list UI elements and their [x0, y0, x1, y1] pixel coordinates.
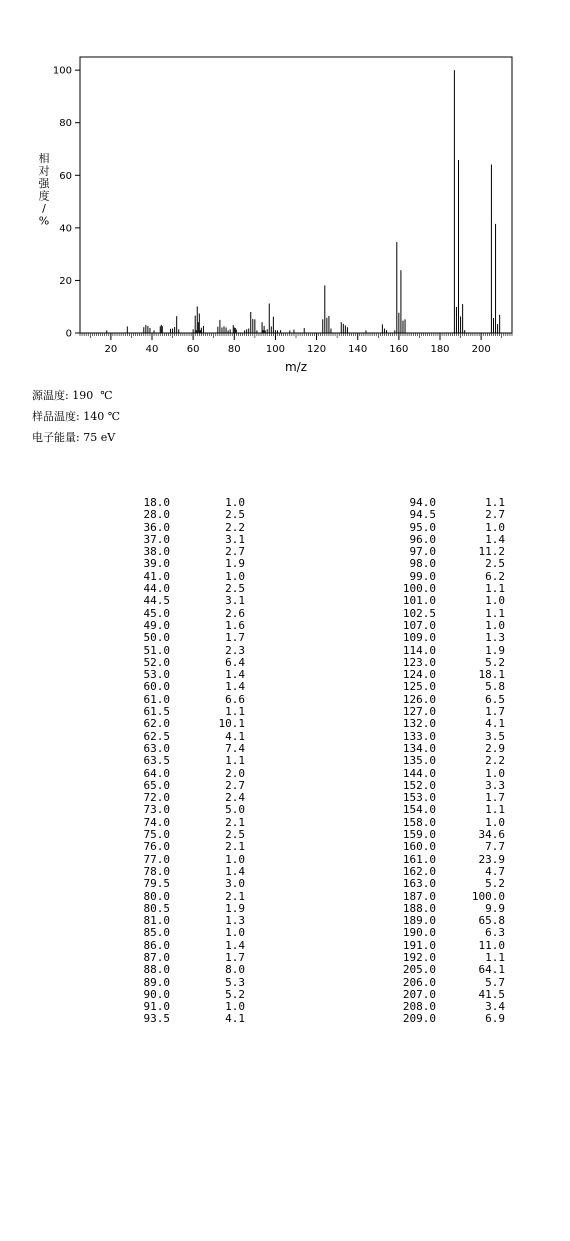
table-row	[60, 938, 245, 952]
table-row	[60, 963, 245, 977]
table-row	[60, 545, 245, 559]
mz-value: 163.0	[402, 877, 436, 891]
mz-value: 86.0	[143, 938, 170, 952]
intensity-value: 7.4	[225, 741, 245, 755]
intensity-value: 1.7	[225, 950, 245, 964]
mz-value: 65.0	[143, 778, 170, 792]
intensity-value: 1.1	[485, 496, 505, 509]
mz-value: 87.0	[143, 950, 170, 964]
mz-value: 89.0	[143, 975, 170, 989]
mz-value: 127.0	[402, 705, 436, 719]
table-row	[380, 768, 540, 780]
table-row	[380, 878, 540, 890]
y-axis-label-char: /	[42, 202, 46, 215]
mz-value: 153.0	[402, 791, 436, 805]
intensity-value: 4.1	[225, 1012, 245, 1026]
mz-value: 36.0	[143, 520, 170, 534]
mz-value: 49.0	[143, 618, 170, 632]
x-axis-label: m/z	[284, 360, 308, 374]
mz-value: 191.0	[402, 938, 436, 952]
intensity-value: 6.5	[485, 692, 505, 706]
mz-value: 133.0	[402, 729, 436, 743]
minor-ticks	[80, 333, 512, 338]
mz-value: 45.0	[143, 606, 170, 620]
table-row	[60, 926, 245, 940]
table-row	[60, 569, 245, 583]
intensity-value: 3.5	[485, 729, 505, 743]
intensity-value: 6.9	[485, 1012, 505, 1026]
x-tick-label: 180	[430, 344, 450, 355]
table-row	[60, 877, 245, 891]
intensity-value: 4.7	[485, 864, 505, 878]
table-row	[60, 643, 245, 657]
mz-value: 132.0	[402, 717, 436, 731]
intensity-value: 1.1	[225, 705, 245, 719]
table-row	[60, 791, 245, 805]
intensity-value: 2.2	[225, 520, 245, 534]
mz-value: 96.0	[409, 532, 436, 546]
intensity-value: 1.7	[485, 705, 505, 719]
intensity-value: 3.0	[225, 877, 245, 891]
mz-value: 109.0	[402, 631, 436, 645]
mz-value: 154.0	[402, 803, 436, 817]
intensity-value: 2.3	[225, 643, 245, 657]
mz-value: 206.0	[402, 975, 436, 989]
intensity-value: 64.1	[478, 963, 505, 977]
intensity-value: 2.9	[485, 741, 505, 755]
mz-value: 162.0	[402, 864, 436, 878]
mz-value: 76.0	[143, 840, 170, 854]
intensity-value: 1.9	[225, 901, 245, 915]
mz-value: 190.0	[402, 926, 436, 940]
intensity-value: 5.2	[485, 655, 505, 669]
mz-value: 98.0	[409, 557, 436, 571]
mass-spectrum-chart	[0, 0, 570, 380]
table-row	[60, 496, 245, 509]
table-row	[60, 778, 245, 792]
intensity-value: 1.4	[225, 680, 245, 694]
table-row	[380, 546, 540, 558]
table-row	[60, 987, 245, 1001]
mz-value: 99.0	[409, 569, 436, 583]
mz-value: 77.0	[143, 852, 170, 866]
intensity-value: 6.6	[225, 692, 245, 706]
mz-value: 158.0	[402, 815, 436, 829]
table-row	[60, 618, 245, 632]
intensity-value: 2.1	[225, 815, 245, 829]
mz-value: 61.5	[143, 705, 170, 719]
mz-value: 51.0	[143, 643, 170, 657]
intensity-value: 1.7	[485, 791, 505, 805]
table-row	[380, 558, 540, 570]
mz-value: 208.0	[402, 1000, 436, 1014]
table-row	[60, 950, 245, 964]
table-row	[60, 914, 245, 928]
mz-value: 28.0	[143, 508, 170, 522]
intensity-value: 6.4	[225, 655, 245, 669]
mz-value: 160.0	[402, 840, 436, 854]
intensity-value: 2.0	[225, 766, 245, 780]
intensity-value: 6.3	[485, 926, 505, 940]
intensity-value: 1.1	[485, 950, 505, 964]
intensity-value: 2.1	[225, 840, 245, 854]
mz-value: 126.0	[402, 692, 436, 706]
y-axis-label-char: 度	[38, 189, 50, 203]
intensity-value: 8.0	[225, 963, 245, 977]
intensity-value: 1.0	[225, 852, 245, 866]
table-row	[380, 534, 540, 546]
mz-value: 101.0	[402, 594, 436, 608]
table-row	[60, 864, 245, 878]
intensity-value: 65.8	[478, 914, 505, 928]
mz-value: 94.0	[409, 496, 436, 509]
mz-value: 53.0	[143, 668, 170, 682]
intensity-value: 5.2	[225, 987, 245, 1001]
mz-value: 80.5	[143, 901, 170, 915]
mz-value: 95.0	[409, 520, 436, 534]
source-temperature: 源温度: 190 ℃	[32, 389, 113, 402]
mz-value: 124.0	[402, 668, 436, 682]
intensity-value: 1.0	[485, 594, 505, 608]
intensity-value: 34.6	[478, 828, 505, 842]
table-row	[60, 631, 245, 645]
y-tick-label: 40	[59, 223, 72, 235]
intensity-value: 10.1	[218, 717, 245, 731]
mz-value: 74.0	[143, 815, 170, 829]
intensity-value: 2.5	[225, 828, 245, 842]
table-row	[380, 595, 540, 607]
mz-value: 18.0	[143, 496, 170, 509]
mz-value: 91.0	[143, 1000, 170, 1014]
table-row	[380, 522, 540, 534]
table-row	[380, 645, 540, 657]
intensity-value: 1.0	[485, 815, 505, 829]
mz-value: 144.0	[402, 766, 436, 780]
y-axis-label-char: %	[38, 214, 50, 228]
intensity-value: 2.1	[225, 889, 245, 903]
intensity-value: 1.4	[485, 532, 505, 546]
table-row	[380, 681, 540, 693]
intensity-value: 3.1	[225, 594, 245, 608]
intensity-value: 1.0	[225, 1000, 245, 1014]
intensity-value: 3.4	[485, 1000, 505, 1014]
intensity-value: 2.5	[225, 508, 245, 522]
table-row	[60, 729, 245, 743]
intensity-value: 2.7	[485, 508, 505, 522]
mz-value: 125.0	[402, 680, 436, 694]
peak-bars	[107, 70, 500, 333]
x-tick-label: 20	[104, 344, 118, 355]
mz-value: 44.0	[143, 582, 170, 596]
intensity-value: 5.0	[225, 803, 245, 817]
mz-value: 97.0	[409, 545, 436, 559]
mz-value: 50.0	[143, 631, 170, 645]
mz-value: 189.0	[402, 914, 436, 928]
table-row	[380, 964, 540, 976]
table-row	[60, 741, 245, 755]
intensity-value: 2.5	[225, 582, 245, 596]
mz-value: 61.0	[143, 692, 170, 706]
intensity-value: 5.2	[485, 877, 505, 891]
intensity-value: 3.1	[225, 532, 245, 546]
mz-value: 39.0	[143, 557, 170, 571]
table-row	[60, 606, 245, 620]
intensity-value: 2.7	[225, 778, 245, 792]
intensity-value: 5.7	[485, 975, 505, 989]
x-tick-label: 60	[186, 344, 200, 355]
intensity-value: 5.3	[225, 975, 245, 989]
mz-value: 41.0	[143, 569, 170, 583]
x-tick-label: 100	[265, 344, 285, 355]
intensity-value: 100.0	[471, 889, 505, 903]
intensity-value: 1.1	[485, 582, 505, 596]
intensity-value: 11.2	[478, 545, 505, 559]
table-row	[60, 520, 245, 534]
intensity-value: 1.1	[485, 803, 505, 817]
intensity-value: 1.1	[225, 754, 245, 768]
intensity-value: 2.6	[225, 606, 245, 620]
mz-value: 85.0	[143, 926, 170, 940]
intensity-value: 6.2	[485, 569, 505, 583]
mz-value: 161.0	[402, 852, 436, 866]
table-row	[60, 852, 245, 866]
mz-value: 90.0	[143, 987, 170, 1001]
intensity-value: 1.9	[485, 643, 505, 657]
table-row	[380, 1013, 540, 1025]
intensity-value: 5.8	[485, 680, 505, 694]
table-row	[60, 766, 245, 780]
mz-value: 102.5	[402, 606, 436, 620]
mz-value: 93.5	[143, 1012, 170, 1026]
intensity-value: 41.5	[478, 987, 505, 1001]
mz-value: 81.0	[143, 914, 170, 928]
mz-value: 135.0	[402, 754, 436, 768]
table-row	[380, 497, 540, 509]
table-row	[380, 891, 540, 903]
table-row	[60, 901, 245, 915]
table-row	[380, 804, 540, 816]
mz-value: 78.0	[143, 864, 170, 878]
intensity-value: 1.0	[225, 569, 245, 583]
table-row	[60, 889, 245, 903]
intensity-value: 4.1	[485, 717, 505, 731]
table-row	[60, 828, 245, 842]
mz-value: 38.0	[143, 545, 170, 559]
intensity-value: 2.5	[485, 557, 505, 571]
intensity-value: 1.1	[485, 606, 505, 620]
table-row	[60, 532, 245, 546]
intensity-value: 2.4	[225, 791, 245, 805]
table-row	[60, 815, 245, 829]
mz-value: 37.0	[143, 532, 170, 546]
mz-value: 75.0	[143, 828, 170, 842]
table-row	[60, 680, 245, 694]
table-row	[60, 803, 245, 817]
mz-value: 107.0	[402, 618, 436, 632]
y-tick-label: 80	[59, 118, 72, 130]
table-row	[60, 975, 245, 989]
intensity-value: 1.3	[485, 631, 505, 645]
table-row	[60, 655, 245, 669]
mz-value: 88.0	[143, 963, 170, 977]
table-row	[60, 557, 245, 571]
mz-value: 209.0	[402, 1012, 436, 1026]
intensity-value: 1.4	[225, 668, 245, 682]
intensity-value: 2.7	[225, 545, 245, 559]
intensity-value: 1.6	[225, 618, 245, 632]
intensity-value: 4.1	[225, 729, 245, 743]
table-row	[60, 692, 245, 706]
x-tick-label: 40	[145, 344, 159, 355]
mz-value: 80.0	[143, 889, 170, 903]
intensity-value: 1.3	[225, 914, 245, 928]
x-tick-label: 120	[307, 344, 327, 355]
table-row	[60, 508, 245, 522]
x-tick-label: 80	[227, 344, 241, 355]
intensity-value: 1.0	[225, 926, 245, 940]
y-tick-label: 100	[52, 65, 72, 77]
y-axis-label-char: 相	[38, 152, 50, 165]
intensity-value: 7.7	[485, 840, 505, 854]
mz-value: 62.5	[143, 729, 170, 743]
mz-value: 152.0	[402, 778, 436, 792]
mz-value: 52.0	[143, 655, 170, 669]
mz-value: 188.0	[402, 901, 436, 915]
x-tick-label: 200	[471, 344, 491, 355]
electron-energy: 电子能量: 75 eV	[32, 431, 116, 444]
table-row	[60, 840, 245, 854]
y-tick-label: 0	[65, 328, 72, 340]
mz-value: 187.0	[402, 889, 436, 903]
mz-value: 134.0	[402, 741, 436, 755]
peak-table-left	[60, 496, 245, 1026]
intensity-value: 1.0	[485, 520, 505, 534]
mz-value: 72.0	[143, 791, 170, 805]
y-tick-label: 60	[59, 170, 72, 182]
intensity-value: 9.9	[485, 901, 505, 915]
table-row	[380, 718, 540, 730]
x-axis-ticks	[104, 333, 490, 355]
mz-value: 114.0	[402, 643, 436, 657]
x-tick-label: 140	[348, 344, 368, 355]
plot-frame	[80, 57, 512, 333]
intensity-value: 1.9	[225, 557, 245, 571]
table-row	[60, 717, 245, 731]
y-axis-ticks	[53, 66, 80, 340]
mz-value: 63.5	[143, 754, 170, 768]
table-row	[60, 582, 245, 596]
y-axis-label-char: 对	[38, 164, 50, 178]
mz-value: 100.0	[402, 582, 436, 596]
mz-value: 60.0	[143, 680, 170, 694]
table-row	[380, 927, 540, 939]
table-row	[380, 632, 540, 644]
intensity-value: 18.1	[478, 668, 505, 682]
intensity-value: 23.9	[478, 852, 505, 866]
intensity-value: 11.0	[478, 938, 505, 952]
mz-value: 63.0	[143, 741, 170, 755]
table-row	[60, 705, 245, 719]
y-tick-label: 20	[59, 275, 72, 287]
y-axis-label	[39, 151, 51, 228]
mz-value: 205.0	[402, 963, 436, 977]
mz-value: 73.0	[143, 803, 170, 817]
table-row	[60, 1000, 245, 1014]
mz-value: 207.0	[402, 987, 436, 1001]
mz-value: 64.0	[143, 766, 170, 780]
x-tick-label: 160	[389, 344, 409, 355]
mz-value: 44.5	[143, 594, 170, 608]
mz-value: 62.0	[143, 717, 170, 731]
mz-value: 94.5	[409, 508, 436, 522]
intensity-value: 1.0	[485, 618, 505, 632]
table-row	[60, 754, 245, 768]
intensity-value: 2.2	[485, 754, 505, 768]
table-row	[380, 509, 540, 521]
y-axis-label-char: 强	[38, 177, 50, 190]
mz-value: 192.0	[402, 950, 436, 964]
intensity-value: 1.0	[485, 766, 505, 780]
table-row	[60, 668, 245, 682]
peak-table-right	[380, 497, 540, 1026]
table-row	[60, 594, 245, 608]
table-row	[380, 755, 540, 767]
mz-value: 159.0	[402, 828, 436, 842]
sample-temperature: 样品温度: 140 ℃	[32, 410, 120, 423]
intensity-value: 1.4	[225, 938, 245, 952]
mz-value: 123.0	[402, 655, 436, 669]
intensity-value: 1.4	[225, 864, 245, 878]
intensity-value: 1.0	[225, 496, 245, 509]
intensity-value: 3.3	[485, 778, 505, 792]
intensity-value: 1.7	[225, 631, 245, 645]
table-row	[60, 1012, 245, 1026]
plot-border	[80, 57, 512, 333]
mz-value: 79.5	[143, 877, 170, 891]
table-row	[380, 841, 540, 853]
